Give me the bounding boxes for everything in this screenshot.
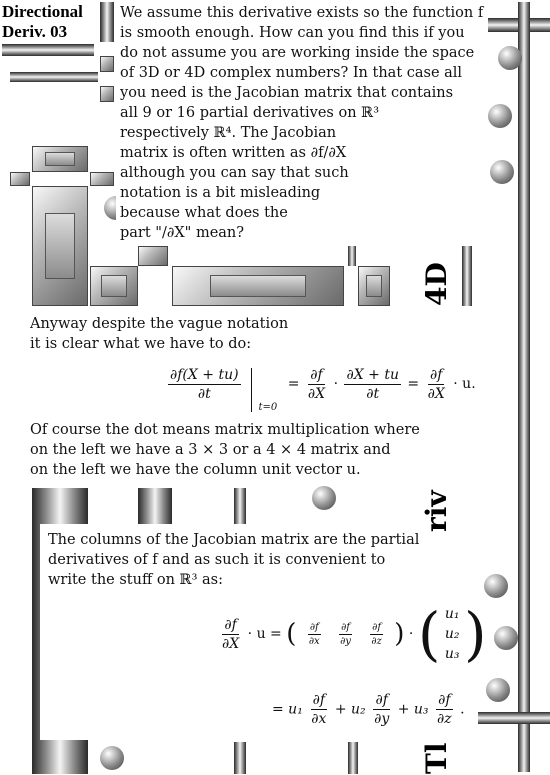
text-line: it is clear what we have to do: [30, 336, 252, 352]
fraction: $\frac{\partial f}{\partial z}$ [437, 692, 452, 727]
fraction: $\frac{\partial f}{\partial X}$ [307, 366, 326, 402]
side-text-bottom: Tl [420, 742, 453, 774]
equals-u1: = u₁ [272, 701, 303, 718]
text-line: of 3D or 4D complex numbers? In that case all [120, 65, 463, 81]
text-line: although you can say that such [120, 165, 349, 181]
equation-2 [218, 600, 487, 668]
dot: · [408, 626, 414, 642]
text-line: matrix is often written as ∂f/∂X [120, 145, 347, 161]
deco-bar-vertical [234, 742, 246, 774]
text-line: We assume this derivative exists so the function f [120, 5, 484, 21]
paren-open: ( [417, 600, 441, 668]
text-line: respectively ℝ⁴. The Jacobian [120, 125, 337, 141]
period: . [460, 701, 465, 718]
deco-tile [138, 246, 168, 266]
text-line: write the stuff on ℝ³ as: [48, 572, 223, 588]
deco-ball [494, 626, 518, 650]
deco-tile [32, 146, 88, 172]
fraction: $\frac{\partial f}{\partial x}$ [308, 621, 320, 647]
deco-bar-top-left [2, 44, 94, 56]
deco-tile-small-2 [100, 86, 114, 102]
fraction: $\frac{\partial f}{\partial y}$ [340, 621, 351, 647]
eval-bar [251, 368, 252, 412]
fraction: $\frac{\partial f(X + tu)}{\partial t}$ [170, 366, 239, 402]
deco-tile-small-1 [100, 56, 114, 72]
deco-ball [490, 160, 514, 184]
deco-ball [484, 574, 508, 598]
tail: · u. [453, 376, 476, 392]
column-vector: u₁ u₂ u₃ [444, 606, 460, 662]
deco-tile [358, 266, 390, 306]
paren-open: ( [286, 619, 297, 649]
text-line: part "/∂X" mean? [120, 225, 245, 241]
title-line-1: Directional [2, 2, 83, 21]
deco-ball [486, 678, 510, 702]
dot-u-equals: · u = [247, 626, 282, 642]
deco-tile [172, 266, 344, 306]
text-line: because what does the [120, 205, 288, 221]
paren-close: ) [464, 600, 487, 668]
deco-tile [10, 172, 30, 186]
deco-bar-vertical-1 [100, 2, 114, 42]
side-text-top: 4D [420, 262, 453, 306]
text-line: on the left we have the column unit vector u. [30, 462, 361, 478]
fraction: $\frac{\partial f}{\partial z}$ [371, 621, 382, 647]
deco-bar-right-bottom [478, 712, 550, 724]
fraction: $\frac{\partial f}{\partial X}$ [427, 366, 445, 402]
deco-bar-vertical [462, 246, 472, 306]
text-line: on the left we have a 3 × 3 or a 4 × 4 matrix and [30, 442, 391, 458]
paren-close: ) [394, 619, 405, 649]
side-text-middle: riv [420, 490, 453, 532]
text-line: all 9 or 16 partial derivatives on ℝ³ [120, 105, 380, 121]
text-line: derivatives of f and as such it is convenient to [48, 552, 386, 568]
fraction: $\frac{\partial X + tu}{\partial t}$ [346, 366, 399, 402]
deco-ball [312, 486, 336, 510]
deco-bar-vertical [234, 488, 246, 524]
dot: · [333, 376, 339, 392]
deco-tile-large [32, 186, 88, 306]
text-line: The columns of the Jacobian matrix are the partial [48, 532, 420, 548]
fraction: $\frac{\partial f}{\partial x}$ [311, 692, 327, 727]
deco-tile [90, 172, 114, 186]
equation-3 [272, 692, 465, 727]
deco-bar-vertical [138, 488, 172, 524]
equation-1 [166, 362, 476, 413]
fraction: $\frac{\partial f}{\partial y}$ [374, 692, 390, 727]
plus-u2: + u₂ [334, 701, 366, 718]
eval-subscript: t=0 [258, 402, 278, 413]
title-line-2: Deriv. 03 [2, 22, 68, 41]
text-line: Anyway despite the vague notation [30, 316, 289, 332]
deco-bar-top-left-2 [10, 72, 98, 82]
text-line: is smooth enough. How can you find this if you [120, 25, 465, 41]
plus-u3: + u₃ [397, 701, 429, 718]
deco-bar-vertical [348, 246, 356, 266]
fraction: $\frac{\partial f}{\partial X}$ [222, 616, 240, 652]
text-line: do not assume you are working inside the space [120, 45, 475, 61]
equals: = [407, 376, 420, 392]
deco-tile [90, 266, 138, 306]
deco-bar-right-vertical [518, 2, 530, 772]
deco-ball [498, 46, 522, 70]
text-line: Of course the dot means matrix multiplication where [30, 422, 420, 438]
deco-bar-vertical [348, 742, 358, 774]
deco-ball [100, 746, 124, 770]
equals: = [287, 376, 300, 392]
deco-ball [488, 104, 512, 128]
page-title [2, 2, 98, 42]
text-line: notation is a bit misleading [120, 185, 321, 201]
text-line: you need is the Jacobian matrix that contains [120, 85, 454, 101]
